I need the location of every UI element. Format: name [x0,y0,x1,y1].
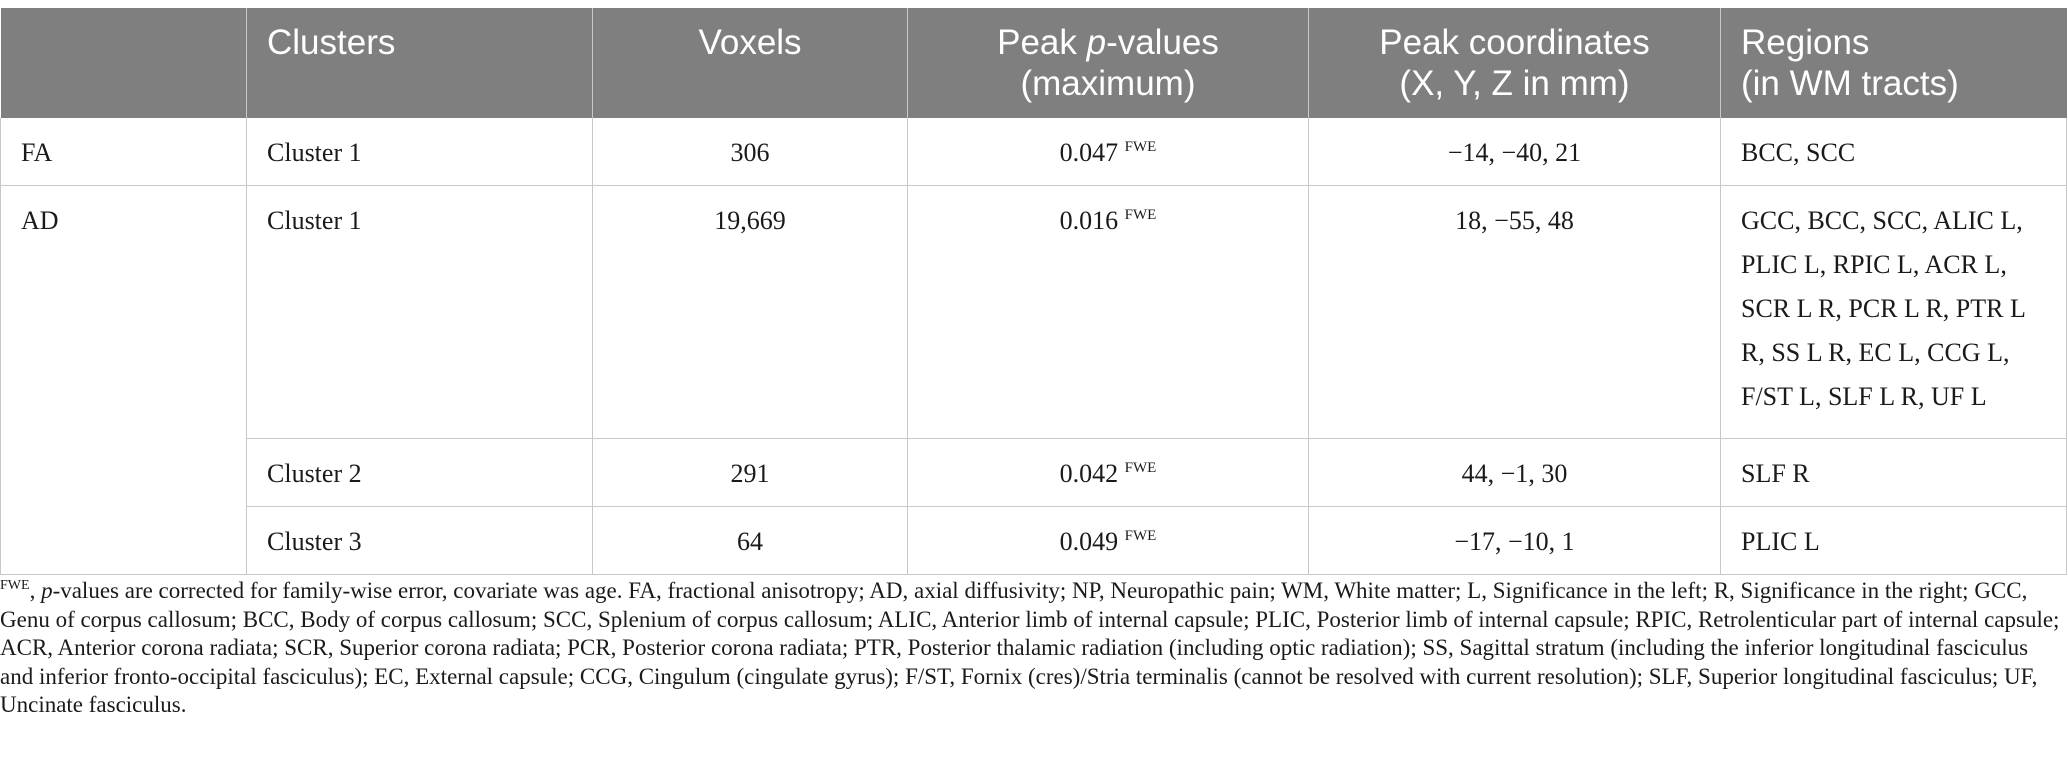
footnote-separator: , [29,578,42,603]
footnote-italic-p: p [41,578,53,603]
cell-p-value [908,439,1309,507]
header-coords-line2: (X, Y, Z in mm) [1399,64,1630,103]
cell-regions: GCC, BCC, SCC, ALIC L, PLIC L, RPIC L, ACR L, SCR L R, PCR L R, PTR L R, SS L R, EC L, CCG L, F/ST L, SLF L R, UF L [1721,186,2067,439]
cell-regions: PLIC L [1721,507,2067,575]
cell-cluster: Cluster 2 [247,439,593,507]
p-value-text: 0.042 [1059,459,1119,488]
cell-regions: BCC, SCC [1721,118,2067,186]
cell-p-value [908,507,1309,575]
header-peak-p-italic: p [1086,23,1107,62]
header-regions-line1: Regions [1741,23,1870,62]
table-row [1,507,2067,575]
header-voxels: Voxels [593,8,908,118]
header-peak-coordinates [1309,8,1721,118]
footnote-text: -values are corrected for family-wise error, covariate was age. FA, fractional anisotropy; AD, axial diffusivity; NP, Neuropathic pain; WM, White matter; L, Significance in the left; R, Significance in the right; GCC, Genu of corpus callosum; BCC, Body of corpus callosum; SCC, Splenium of corpus callosum; ALIC, Anterior limb of internal capsule; PLIC, Posterior limb of internal capsule; RPIC, Retrolenticular part of internal capsule; ACR, Anterior corona radiata; SCR, Superior corona radiata; PCR, Posterior corona radiata; PTR, Posterior thalamic radiation (including optic radiation); SS, Sagittal stratum (including the inferior longitudinal fasciculus and inferior fronto-occipital fasciculus); EC, External capsule; CCG, Cingulum (cingulate gyrus); F/ST, Fornix (cres)/Stria terminalis (cannot be resolved with current resolution); SLF, Superior longitudinal fasciculus; UF, Uncinate fasciculus. [0,578,2060,717]
cell-coordinates: −17, −10, 1 [1309,507,1721,575]
p-value-text: 0.049 [1059,527,1119,556]
header-measure [1,8,247,118]
table-row [1,186,2067,439]
p-value-text: 0.047 [1059,138,1119,167]
cell-coordinates: −14, −40, 21 [1309,118,1721,186]
results-table [0,8,2067,575]
cell-voxels: 19,669 [593,186,908,439]
cell-voxels: 306 [593,118,908,186]
table-body [1,118,2067,575]
cell-regions: SLF R [1721,439,2067,507]
cell-voxels: 291 [593,439,908,507]
cell-p-value [908,186,1309,439]
cell-coordinates: 18, −55, 48 [1309,186,1721,439]
table-header [1,8,2067,118]
table-row [1,439,2067,507]
header-clusters: Clusters [247,8,593,118]
cell-cluster: Cluster 1 [247,118,593,186]
header-regions [1721,8,2067,118]
cell-p-value [908,118,1309,186]
header-peak-p-suffix: -values [1106,23,1219,62]
cell-coordinates: 44, −1, 30 [1309,439,1721,507]
fwe-superscript: FWE [1124,528,1157,544]
fwe-superscript: FWE [1124,460,1157,476]
table-footnote [0,577,2060,720]
cell-measure: FA [1,118,247,186]
header-peak-p-prefix: Peak [997,23,1087,62]
header-coords-line1: Peak coordinates [1379,23,1650,62]
table-row [1,118,2067,186]
cell-voxels: 64 [593,507,908,575]
cell-measure: AD [1,186,247,575]
cell-cluster: Cluster 3 [247,507,593,575]
footnote-fwe-superscript: FWE [0,578,30,593]
cell-cluster: Cluster 1 [247,186,593,439]
p-value-text: 0.016 [1059,206,1119,235]
header-peak-p-line2: (maximum) [1020,64,1196,103]
header-peak-p-values [908,8,1309,118]
fwe-superscript: FWE [1124,139,1157,155]
header-row [1,8,2067,118]
header-regions-line2: (in WM tracts) [1741,64,1959,103]
fwe-superscript: FWE [1124,207,1157,223]
